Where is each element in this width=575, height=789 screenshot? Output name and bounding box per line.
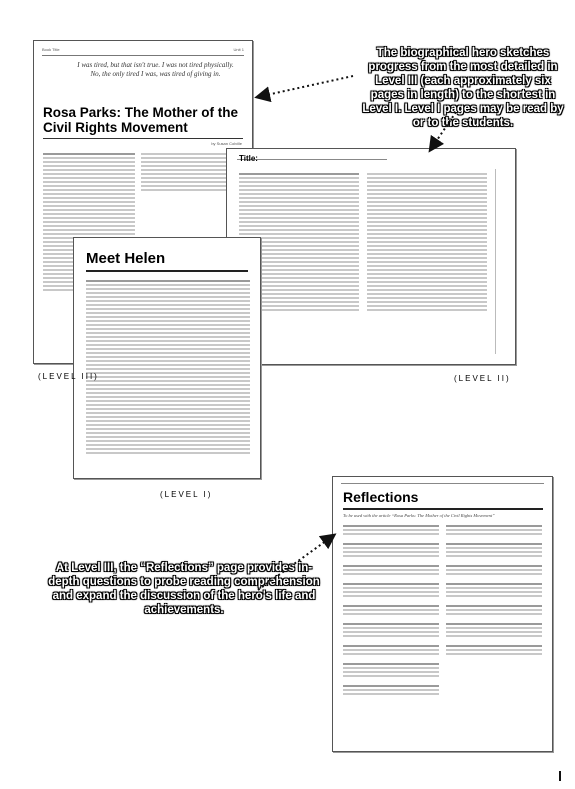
level3-label: (LEVEL III): [38, 372, 99, 381]
worksheet-title: Title:: [239, 154, 258, 163]
reflections-intro: To be used with the article “Rosa Parks: The Mother of the Civil Rights Movement”: [343, 513, 495, 518]
article-title: Rosa Parks: The Mother of the Civil Rights Movement: [43, 105, 239, 135]
corner-mark: [559, 771, 561, 781]
arrow-to-level2-page: [433, 112, 456, 146]
arrow-to-level3-quote: [262, 76, 353, 96]
page-title: Meet Helen: [86, 250, 166, 267]
caption-reflections: At Level III, the “Reflections” page provides in-depth questions to probe reading comprehension and expand the discussion of the hero's life and achievements.: [48, 562, 320, 616]
page-header-right: Unit 1: [233, 47, 244, 52]
caption-level-progression: The biographical hero sketches progress from the most detailed in Level III (each approximately six pages in length) to the shortest in Level I. Level I pages may be read by or to the students.: [362, 47, 564, 129]
reflections-title: Reflections: [343, 489, 419, 505]
arrow-to-reflections-page: [258, 538, 330, 590]
byline: by Susan Colville: [211, 141, 242, 146]
level1-label: (LEVEL I): [160, 490, 213, 499]
epigraph-quote: I was tired, but that isn't true. I was not tired physically. No, the only tired I was, was tired of giving in.: [77, 61, 234, 78]
level2-label: (LEVEL II): [454, 374, 511, 383]
page-header-left: Book Title: [42, 47, 60, 52]
